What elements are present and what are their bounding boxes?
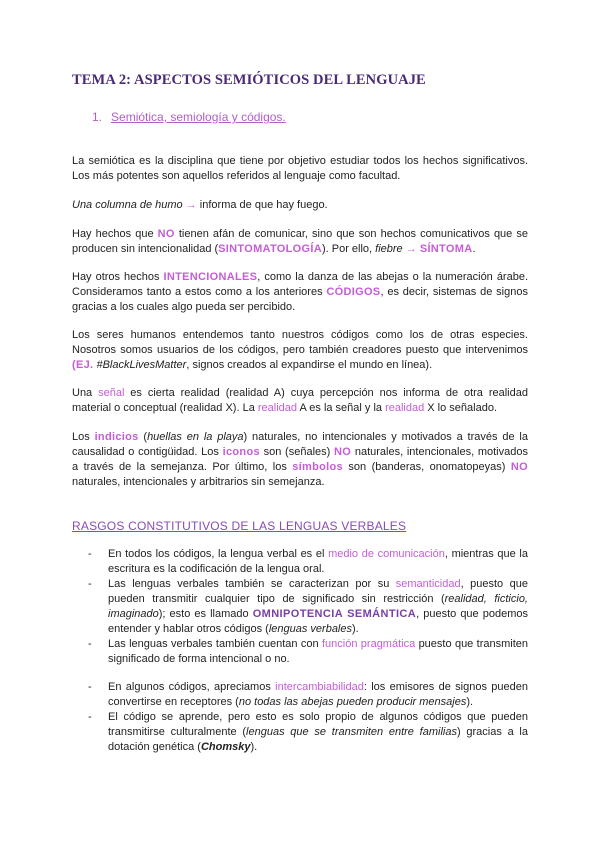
text-run: tienen afán de comunicar, sino que son hechos comunicativos que se producen sin intencionalidad (	[72, 228, 529, 255]
text-run: El código se aprende, pero esto es solo propio de algunos códigos que pueden transmitirse culturalmente (	[108, 711, 528, 738]
highlight-realidad: realidad	[257, 402, 298, 414]
list-item	[88, 637, 528, 667]
section-heading-1	[92, 110, 286, 124]
text-run: puesto que transmiten significado de forma intencional o no.	[108, 638, 529, 665]
highlight-ej: EJ.	[75, 359, 94, 371]
text-run: Las lenguas verbales también se caracterizan por su	[108, 578, 396, 590]
text-run: Los seres humanos entendemos tanto nuestros códigos como los de otras especies. Nosotros somos usuarios de los códigos, pero también creadores puesto que intervenimos	[72, 329, 528, 356]
text-run: , mientras que la escritura es la codificación de la lengua oral.	[108, 548, 528, 575]
paragraph-semiotica: La semiótica es la disciplina que tiene por objetivo estudiar todos los hechos significativos. Los más potentes son aquellos referidos al lenguaje como facultad.	[72, 155, 528, 182]
text-run: , como la danza de las abejas o la numeración árabe. Consideramos tanto a estos como a los anteriores	[72, 271, 529, 298]
dash-bullet: -	[88, 711, 92, 723]
text-run: , puesto que podemos entender y hablar otros códigos (	[108, 608, 528, 635]
text-run: son (banderas, onomatopeyas)	[342, 461, 511, 473]
text-run: naturales, intencionales, motivados a través de la semejanza. Por último, los	[72, 446, 528, 473]
text-run: ).	[250, 741, 258, 753]
arrow-icon: →	[185, 199, 197, 211]
text-run: ) naturales, no intencionales y motivados a través de la causalidad o contigüidad. Los	[72, 431, 528, 458]
italic-text: lenguas que se transmiten entre familias	[246, 726, 457, 738]
dash-bullet: -	[88, 638, 92, 650]
highlight-no: NO	[510, 461, 528, 473]
highlight-intencionales: INTENCIONALES	[163, 271, 258, 283]
text-run: : los emisores de signos pueden convertirse en receptores (	[108, 681, 529, 708]
text-run: , puesto que pueden transmitir cualquier tipo de significado sin restricción (	[108, 578, 528, 605]
highlight-intercambiabilidad: intercambiabilidad	[275, 681, 364, 693]
heading-number: 1.	[92, 110, 103, 124]
dash-bullet: -	[88, 681, 92, 693]
text-run: es cierta realidad (realidad A) cuya percepción nos informa de otra realidad material o conceptual (realidad X). La	[72, 387, 528, 414]
text-run: Hay hechos que	[72, 228, 158, 240]
text-run: En todos los códigos, la lengua verbal es el	[108, 548, 329, 560]
text-run: informa de que hay fuego.	[196, 199, 328, 211]
text-run: Una	[72, 387, 99, 399]
text-run: son (señales)	[259, 446, 335, 458]
example-huellas: huellas en la playa	[147, 431, 244, 443]
document-title: TEMA 2: ASPECTOS SEMIÓTICOS DEL LENGUAJE	[72, 72, 426, 88]
author-chomsky: Chomsky	[200, 741, 251, 753]
italic-text: realidad, ficticio, imaginado	[108, 593, 528, 620]
highlight-simbolos: símbolos	[292, 461, 343, 473]
highlight-realidad: realidad	[385, 402, 425, 414]
text-run: ).	[352, 623, 359, 635]
text-run: .	[472, 243, 476, 255]
text-run: ).	[466, 696, 474, 708]
text-run: En algunos códigos, apreciamos	[108, 681, 276, 693]
text-run: Hay otros hechos	[72, 271, 164, 283]
text-run: , signos creados al expandirse el mundo en línea).	[186, 359, 433, 371]
bullet-list-1	[88, 547, 528, 667]
dash-bullet: -	[88, 548, 92, 560]
list-item	[88, 680, 528, 710]
highlight-sintomatologia: SINTOMATOLOGÍA	[218, 243, 322, 255]
hashtag-text: #BlackLivesMatter	[93, 359, 187, 371]
bullet-list-2	[88, 680, 528, 755]
highlight-indicios: indicios	[94, 431, 139, 443]
highlight-no: NO	[334, 446, 352, 458]
text-run: , es decir, sistemas de signos gracias a los cuales algo pueda ser percibido.	[72, 286, 528, 313]
text-run: ) gracias a la dotación genética (	[108, 726, 528, 753]
text-run: A es la señal y la	[297, 402, 386, 414]
paragraph-humo	[72, 198, 528, 213]
section-heading-rasgos: RASGOS CONSTITUTIVOS DE LAS LENGUAS VERBALES	[72, 519, 407, 533]
paragraph-senal	[72, 386, 528, 416]
dash-bullet: -	[88, 578, 92, 590]
heading-text: Semiótica, semiología y códigos.	[111, 110, 286, 124]
highlight-medio: medio de comunicación	[328, 548, 445, 560]
text-run: (	[138, 431, 148, 443]
highlight-sintoma: SÍNTOMA	[419, 243, 473, 255]
paragraph-sintomatologia	[72, 227, 528, 257]
text-run: Las lenguas verbales también cuentan con	[108, 638, 322, 650]
paragraph-seres-humanos	[72, 328, 528, 373]
example-fiebre: fiebre	[375, 243, 403, 255]
highlight-iconos: iconos	[222, 446, 260, 458]
italic-text: no todas las abejas pueden producir mensajes	[238, 696, 467, 708]
text-run: X lo señalado.	[424, 402, 498, 414]
paragraph-indicios	[72, 430, 528, 490]
highlight-codigos: CÓDIGOS	[326, 286, 381, 298]
paragraph-intencionales	[72, 270, 528, 315]
arrow-icon: →	[405, 243, 417, 255]
list-item	[88, 710, 528, 755]
text-run: naturales, intencionales y arbitrarios sin semejanza.	[72, 476, 325, 488]
italic-text: lenguas verbales	[268, 623, 352, 635]
text-run: ); esto es llamado	[158, 608, 253, 620]
example-text: Una columna de humo	[72, 199, 183, 211]
text-run: Los	[72, 431, 95, 443]
highlight-no: NO	[157, 228, 175, 240]
paren-open: (	[72, 359, 76, 371]
list-item	[88, 577, 528, 637]
text-run: ). Por ello,	[321, 243, 376, 255]
highlight-semanticidad: semanticidad	[395, 578, 461, 590]
list-item	[88, 547, 528, 577]
highlight-pragmatica: función pragmática	[321, 638, 416, 650]
highlight-omnipotencia: OMNIPOTENCIA SEMÁNTICA	[252, 608, 417, 620]
highlight-senal: señal	[98, 387, 125, 399]
